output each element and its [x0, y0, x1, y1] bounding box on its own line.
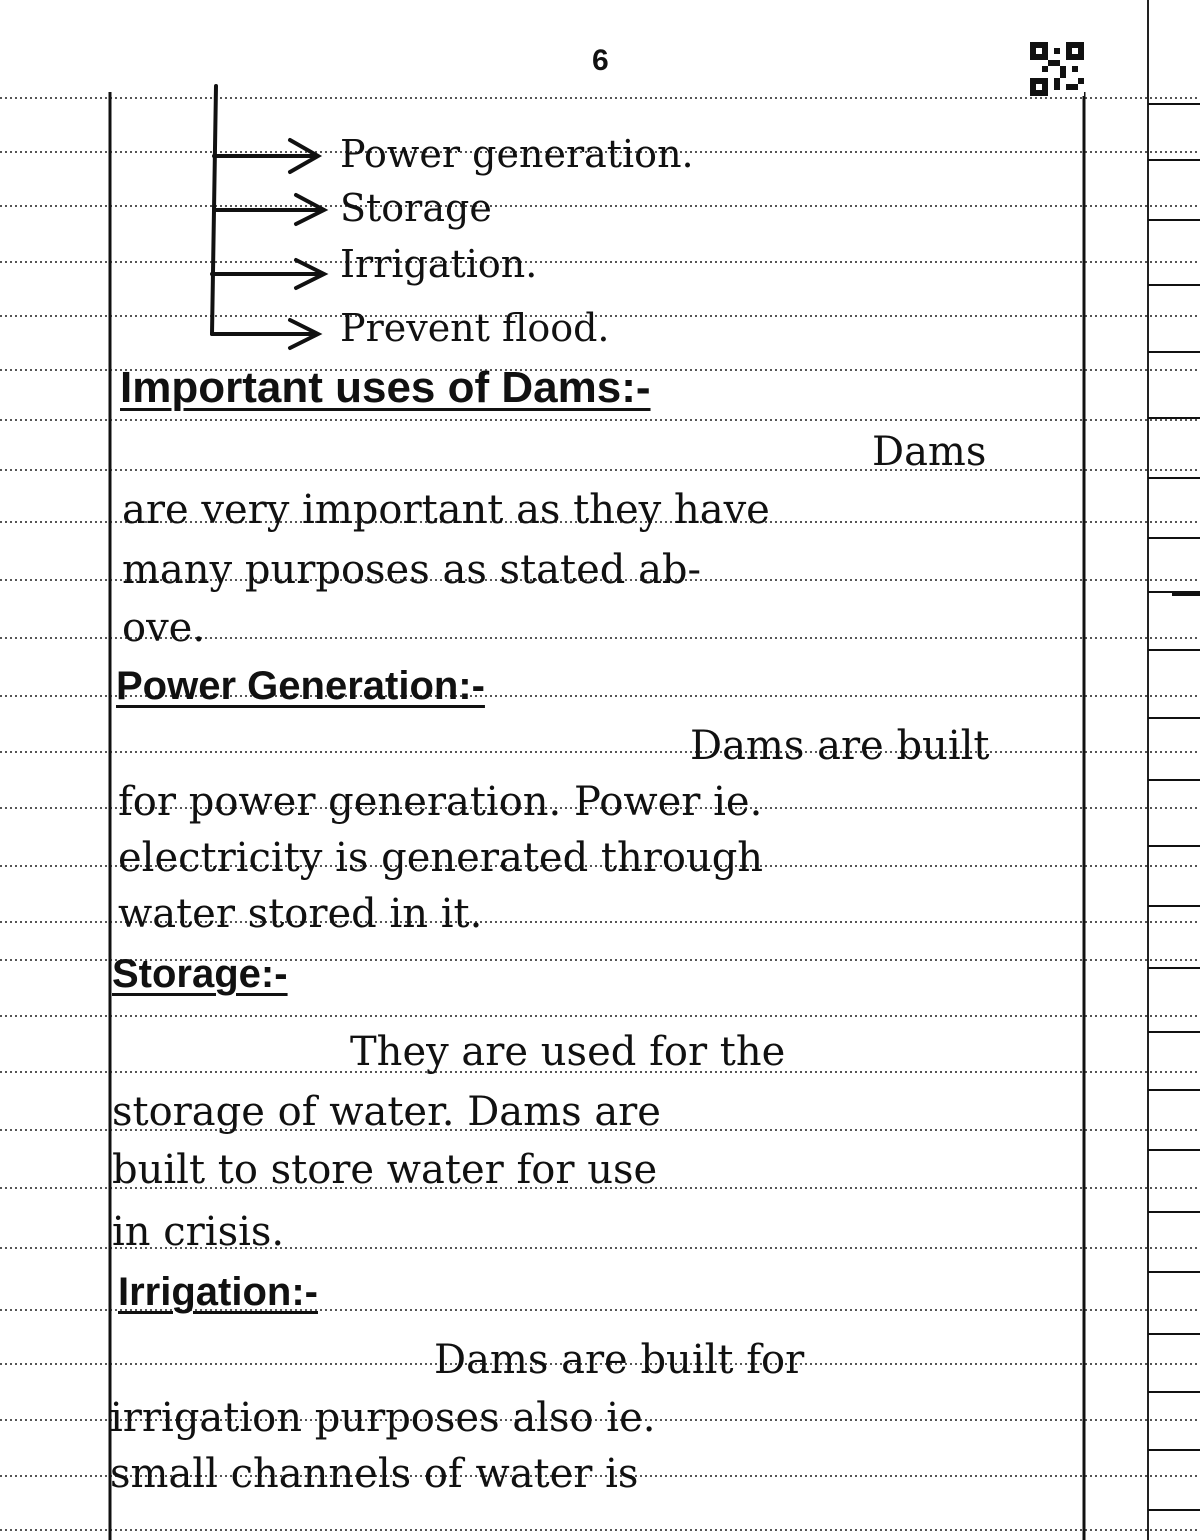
paragraph-line: electricity is generated through — [118, 835, 764, 881]
page-number: 6 — [592, 44, 609, 77]
paragraph-line: are very important as they have — [122, 487, 770, 533]
paragraph-line: water stored in it. — [118, 891, 483, 937]
section-heading-storage: Storage:- — [112, 952, 288, 996]
purpose-label: Irrigation. — [340, 242, 538, 286]
paragraph-line: built to store water for use — [112, 1147, 658, 1193]
purpose-label: Storage — [340, 186, 492, 230]
paragraph-line: irrigation purposes also ie. — [110, 1395, 656, 1441]
paragraph-line: Dams — [872, 429, 987, 475]
paragraph-line: They are used for the — [350, 1029, 786, 1075]
paragraph-line: small channels of water is — [110, 1451, 639, 1497]
paragraph-line: storage of water. Dams are — [112, 1089, 661, 1135]
purpose-label: Prevent flood. — [340, 306, 610, 350]
paragraph-line: Dams are built — [690, 723, 990, 769]
paragraph-line: for power generation. Power ie. — [118, 779, 763, 825]
section-heading-important-uses: Important uses of Dams:- — [120, 363, 651, 412]
section-heading-irrigation: Irrigation:- — [118, 1270, 318, 1314]
paragraph-line: many purposes as stated ab- — [122, 547, 702, 593]
section-heading-power-generation: Power Generation:- — [116, 664, 485, 708]
paragraph-line: in crisis. — [112, 1209, 285, 1255]
purpose-label: Power generation. — [340, 132, 694, 176]
paragraph-line: Dams are built for — [434, 1337, 805, 1383]
paragraph-line: ove. — [122, 605, 206, 651]
